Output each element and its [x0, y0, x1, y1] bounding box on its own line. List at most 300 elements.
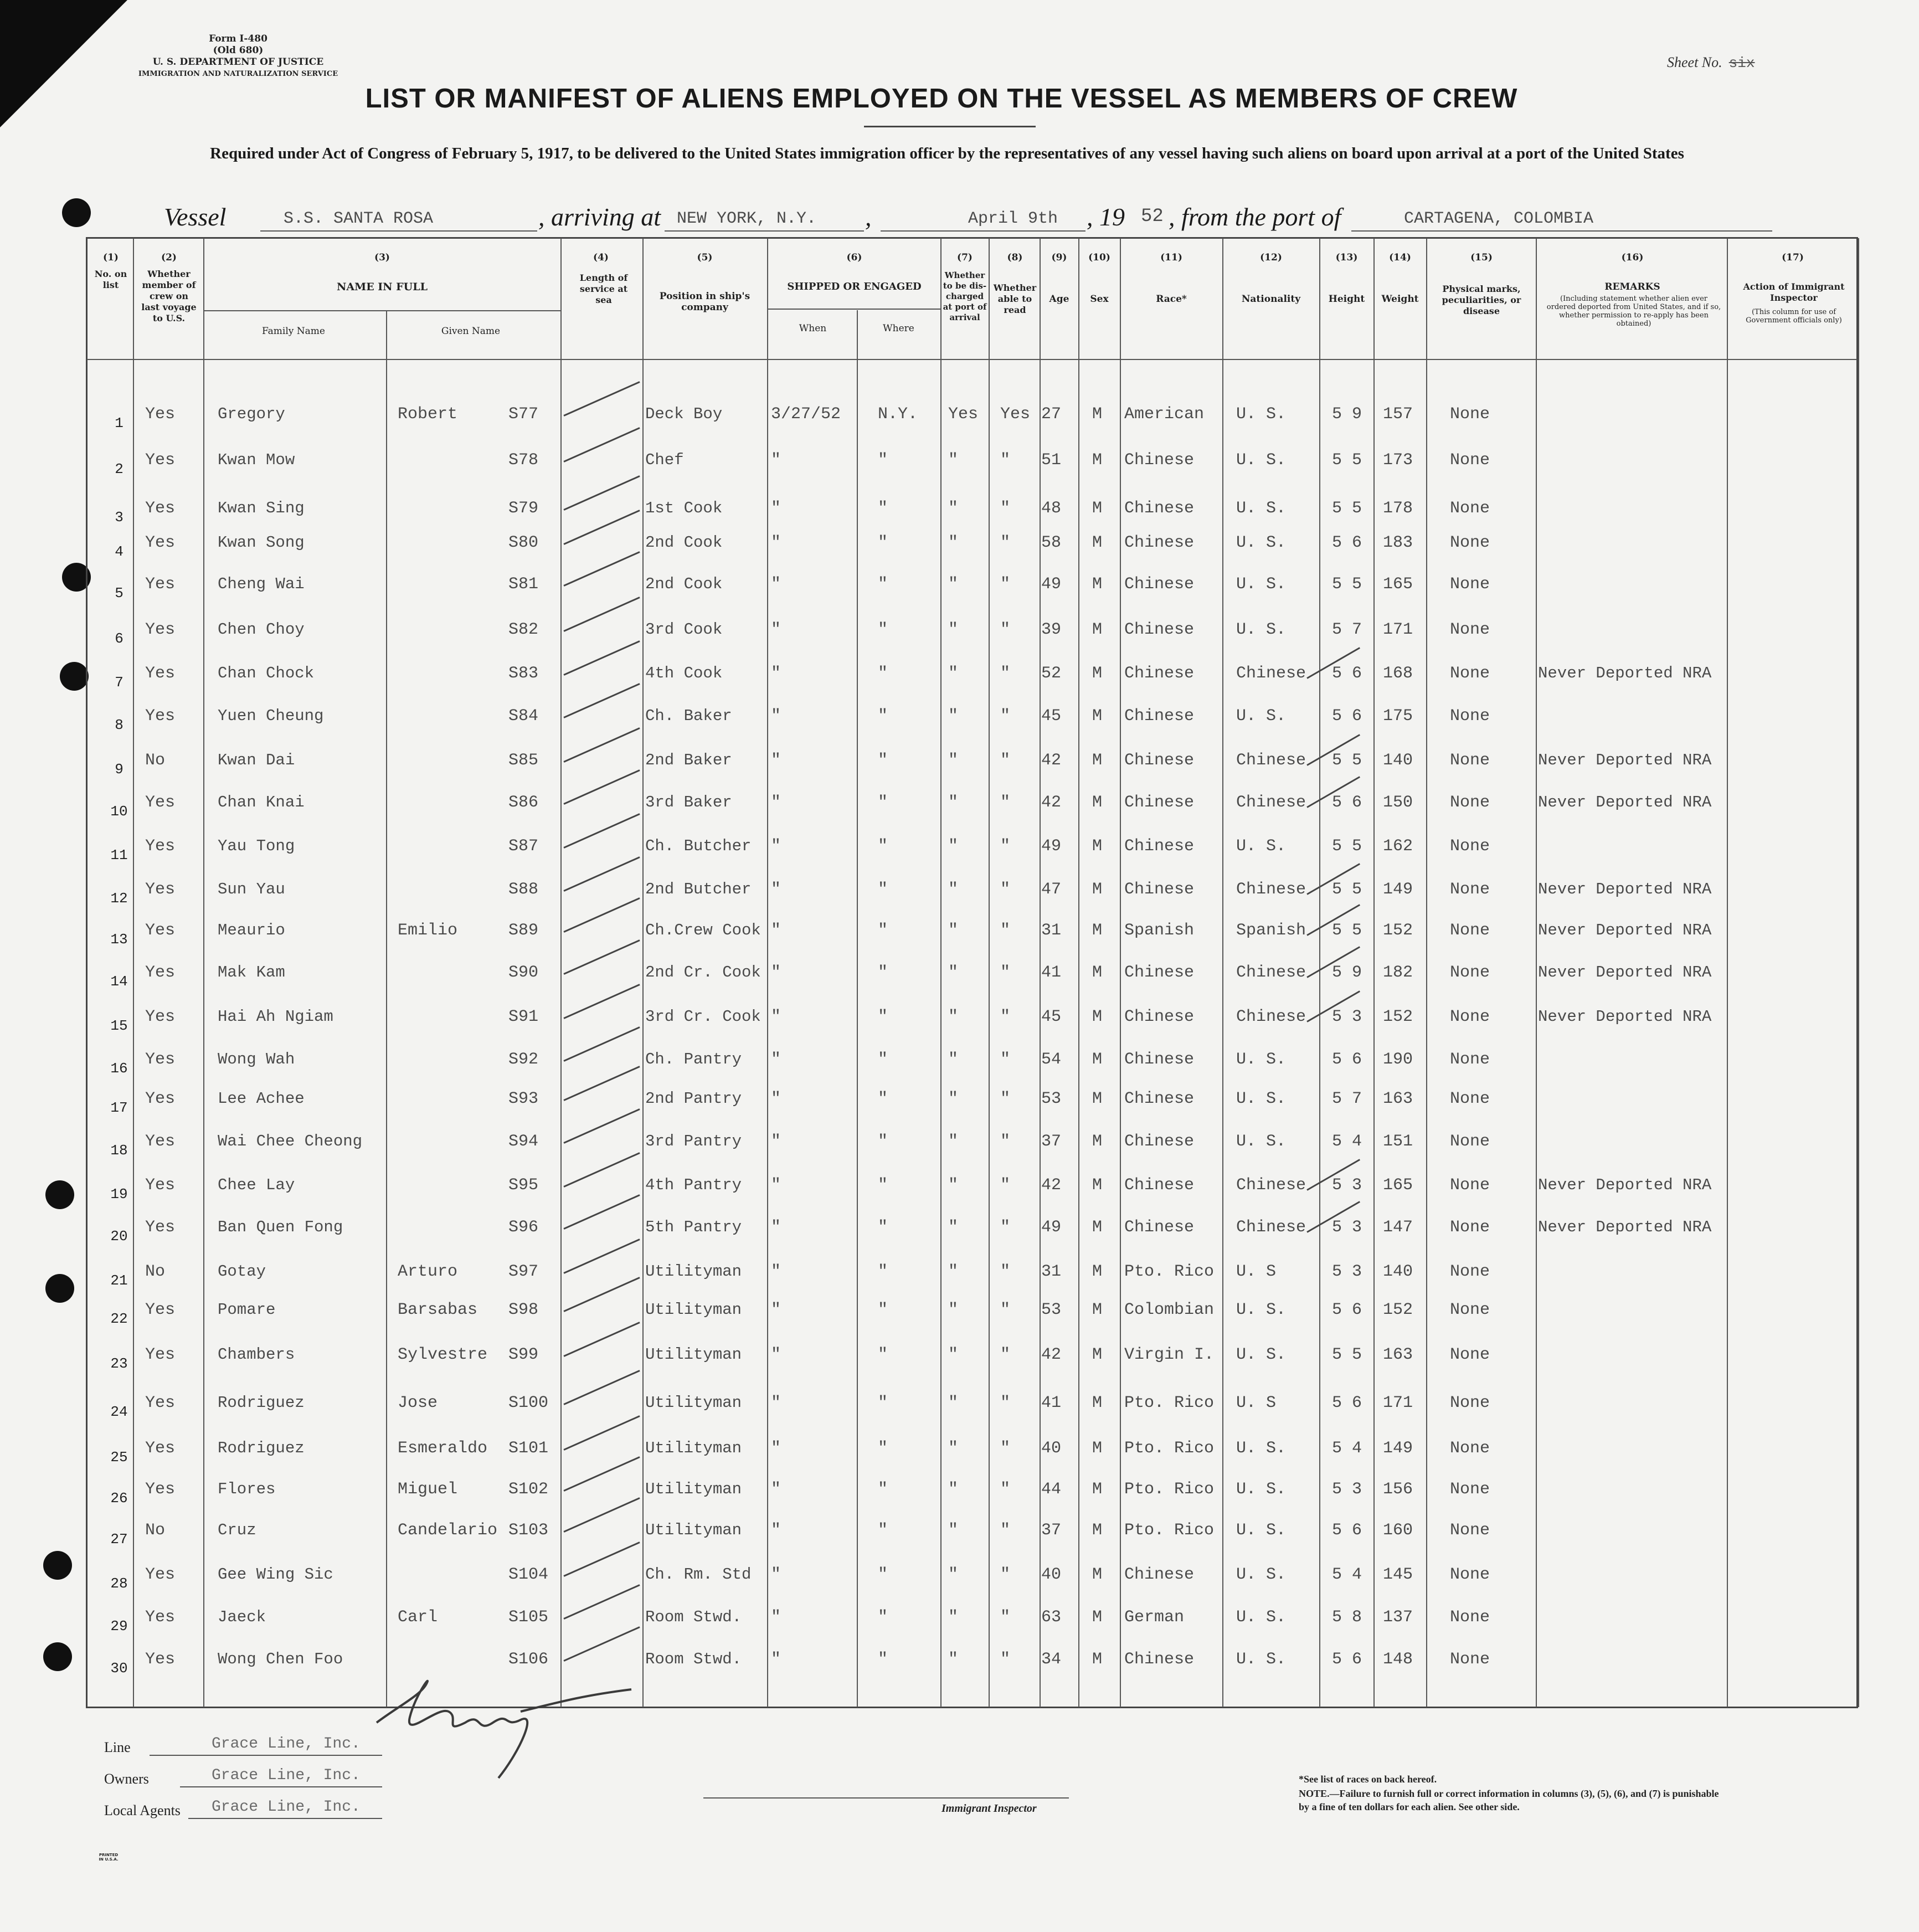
discharged: " [948, 1050, 959, 1069]
weight: 160 [1383, 1521, 1413, 1540]
weight: 171 [1383, 1394, 1413, 1412]
physical-marks: None [1450, 1262, 1490, 1281]
physical-marks: None [1450, 1394, 1490, 1412]
physical-marks: None [1450, 1301, 1490, 1319]
row-number: 6 [115, 630, 124, 647]
shipped-where: " [878, 1050, 888, 1069]
shipped-when: 3/27/52 [771, 405, 841, 424]
able-to-read: " [1000, 963, 1011, 982]
discharged: " [948, 1090, 959, 1108]
shipped-where: " [878, 664, 888, 683]
header-rule [87, 359, 1857, 360]
crew-code: S84 [508, 707, 539, 726]
nationality: Chinese [1236, 963, 1306, 982]
shipped-where: " [878, 1218, 888, 1237]
weight: 190 [1383, 1050, 1413, 1069]
family-name: Pomare [218, 1301, 276, 1319]
col-divider [989, 238, 990, 1707]
crew-status: Yes [145, 405, 176, 424]
discharged: " [948, 499, 959, 518]
row-number: 28 [110, 1575, 128, 1592]
crew-status: Yes [145, 1132, 176, 1151]
weight: 151 [1383, 1132, 1413, 1151]
crew-code: S102 [508, 1480, 549, 1499]
shipped-when: " [771, 880, 781, 899]
able-to-read: " [1000, 1394, 1011, 1412]
age: 63 [1041, 1608, 1062, 1627]
able-to-read: " [1000, 1218, 1011, 1237]
crew-code: S85 [508, 751, 539, 770]
shipped-where: " [878, 707, 888, 726]
punch-hole [43, 1551, 72, 1580]
able-to-read: " [1000, 1262, 1011, 1281]
able-to-read: " [1000, 1008, 1011, 1026]
col14-header: Weight [1381, 294, 1419, 305]
row-number: 21 [110, 1272, 128, 1289]
punch-hole [62, 198, 91, 227]
departure-port: CARTAGENA, COLOMBIA [1404, 209, 1594, 228]
family-name: Cruz [218, 1521, 256, 1539]
height: 5 5 [1332, 837, 1362, 856]
weight: 137 [1383, 1608, 1413, 1627]
crew-code: S83 [508, 664, 539, 683]
position: Utilityman [645, 1439, 742, 1457]
shipped-when: " [771, 1439, 781, 1458]
height: 5 6 [1332, 1521, 1362, 1540]
crew-code: S103 [508, 1521, 549, 1540]
position: 3rd Pantry [645, 1132, 742, 1150]
age: 48 [1041, 499, 1062, 518]
shipped-where: " [878, 921, 888, 940]
crew-status: Yes [145, 1008, 176, 1026]
crew-code: S77 [508, 405, 539, 424]
col13-number: (13) [1335, 252, 1358, 263]
nationality: Chinese [1236, 1008, 1306, 1026]
race: Pto. Rico [1124, 1262, 1215, 1281]
sex: M [1092, 751, 1103, 770]
discharged: " [948, 1521, 959, 1540]
family-name: Ban Quen Fong [218, 1218, 343, 1236]
crew-status: No [145, 1521, 166, 1540]
height: 5 3 [1332, 1218, 1362, 1237]
shipped-when: " [771, 1218, 781, 1237]
given-name: Sylvestre [398, 1345, 488, 1364]
given-name: Jose [398, 1394, 438, 1412]
family-name: Lee Achee [218, 1090, 305, 1108]
race: American [1124, 405, 1205, 424]
physical-marks: None [1450, 1480, 1490, 1499]
shipped-where: " [878, 1650, 888, 1669]
family-name: Kwan Mow [218, 451, 295, 469]
physical-marks: None [1450, 880, 1490, 899]
family-name: Wong Wah [218, 1050, 295, 1068]
family-name: Chee Lay [218, 1176, 295, 1194]
shipped-where: " [878, 1608, 888, 1627]
col8-header: Whether able to read [993, 282, 1037, 315]
sex: M [1092, 664, 1103, 683]
date-underline [881, 230, 1085, 232]
height: 5 5 [1332, 880, 1362, 899]
able-to-read: " [1000, 575, 1011, 594]
race: Chinese [1124, 1218, 1195, 1237]
sex: M [1092, 1650, 1103, 1669]
sex: M [1092, 1521, 1103, 1540]
height: 5 5 [1332, 751, 1362, 770]
position: 1st Cook [645, 499, 723, 517]
family-name: Jaeck [218, 1608, 266, 1626]
nationality: Spanish [1236, 921, 1306, 940]
discharged: " [948, 575, 959, 594]
crew-status: No [145, 1262, 166, 1281]
sex: M [1092, 499, 1103, 518]
weight: 157 [1383, 405, 1413, 424]
vessel-underline [260, 230, 537, 232]
row-number: 7 [115, 674, 124, 691]
col11-number: (11) [1160, 252, 1182, 263]
physical-marks: None [1450, 405, 1490, 424]
col17-header: Action of Immigrant Inspector [1743, 281, 1845, 303]
sheet-number-label: Sheet No. [1667, 54, 1722, 70]
col-divider [1426, 238, 1427, 1707]
sex: M [1092, 1262, 1103, 1281]
family-name: Flores [218, 1480, 276, 1498]
height: 5 9 [1332, 405, 1362, 424]
weight: 178 [1383, 499, 1413, 518]
age: 58 [1041, 533, 1062, 552]
shipped-when: " [771, 1050, 781, 1069]
col16-subheader: (Including statement whether alien ever ordered deported from United States, and if so, whether permission to re-apply has been obtained) [1546, 295, 1721, 328]
weight: 171 [1383, 620, 1413, 639]
col7-number: (7) [957, 252, 973, 263]
col5-number: (5) [697, 252, 713, 263]
nationality: U. S. [1236, 405, 1287, 424]
shipped-when: " [771, 575, 781, 594]
physical-marks: None [1450, 620, 1490, 639]
shipped-when: " [771, 451, 781, 470]
col-divider [1858, 238, 1859, 1707]
race: Chinese [1124, 1565, 1195, 1584]
sex: M [1092, 1565, 1103, 1584]
col2-header: Whether member of crew on last voyage to U.S. [141, 269, 197, 323]
shipped-when: " [771, 1345, 781, 1364]
race: Chinese [1124, 880, 1195, 899]
col4-number: (4) [593, 252, 609, 263]
age: 41 [1041, 963, 1062, 982]
crew-status: Yes [145, 664, 176, 683]
able-to-read: " [1000, 707, 1011, 726]
shipped-where: " [878, 1262, 888, 1281]
physical-marks: None [1450, 575, 1490, 594]
col17-subheader: (This column for use of Government officials only) [1746, 308, 1842, 325]
agents-value: Grace Line, Inc. [212, 1799, 361, 1816]
age: 49 [1041, 1218, 1062, 1237]
crew-code: S91 [508, 1008, 539, 1026]
discharged: " [948, 1262, 959, 1281]
sex: M [1092, 837, 1103, 856]
col-divider [386, 310, 387, 1707]
crew-code: S101 [508, 1439, 549, 1458]
col1-number: (1) [103, 252, 119, 263]
crew-code: S104 [508, 1565, 549, 1584]
from-underline [1351, 230, 1772, 232]
race: Chinese [1124, 1650, 1195, 1669]
crew-code: S105 [508, 1608, 549, 1627]
height: 5 6 [1332, 1301, 1362, 1319]
race: Chinese [1124, 837, 1195, 856]
sex: M [1092, 1176, 1103, 1195]
form-number: Form I-480 [209, 33, 267, 44]
department-name: U. S. DEPARTMENT OF JUSTICE [152, 56, 324, 68]
crew-code: S79 [508, 499, 539, 518]
col2-number: (2) [161, 252, 177, 263]
crew-status: Yes [145, 1301, 176, 1319]
crew-status: Yes [145, 793, 176, 812]
col-divider [203, 238, 204, 1707]
race: Pto. Rico [1124, 1439, 1215, 1458]
col4-header: Length of service at sea [579, 273, 628, 305]
nationality: Chinese [1236, 1218, 1306, 1237]
able-to-read: " [1000, 1345, 1011, 1364]
shipped-where: " [878, 1565, 888, 1584]
physical-marks: None [1450, 1008, 1490, 1026]
from-label: , from the port of [1169, 203, 1341, 231]
weight: 148 [1383, 1650, 1413, 1669]
position: 2nd Butcher [645, 880, 752, 898]
given-name: Robert [398, 405, 458, 424]
shipped-when: " [771, 620, 781, 639]
row-number: 10 [110, 803, 128, 820]
discharged: " [948, 620, 959, 639]
position: 3rd Baker [645, 793, 732, 811]
discharged: " [948, 1176, 959, 1195]
shipped-where: " [878, 499, 888, 518]
position: Ch. Pantry [645, 1050, 742, 1068]
nationality: U. S. [1236, 1521, 1287, 1540]
race: Virgin I. [1124, 1345, 1215, 1364]
col17-number: (17) [1782, 252, 1804, 263]
printer-mark: PRINTED IN U.S.A. [99, 1853, 119, 1862]
row-number: 1 [115, 415, 124, 431]
remarks: Never Deported NRA [1538, 963, 1712, 982]
age: 53 [1041, 1301, 1062, 1319]
sex: M [1092, 1008, 1103, 1026]
races-note: *See list of races on back hereof. [1299, 1774, 1437, 1785]
height: 5 6 [1332, 1650, 1362, 1669]
punch-hole [60, 662, 89, 691]
col5-header: Position in ship's company [659, 291, 750, 313]
physical-marks: None [1450, 1439, 1490, 1458]
weight: 145 [1383, 1565, 1413, 1584]
weight: 149 [1383, 1439, 1413, 1458]
crew-status: Yes [145, 1608, 176, 1627]
vessel-label: Vessel [164, 203, 227, 231]
crew-code: S106 [508, 1650, 549, 1669]
position: Utilityman [645, 1394, 742, 1412]
shipped-where: " [878, 533, 888, 552]
age: 41 [1041, 1394, 1062, 1412]
shipped-when: " [771, 1262, 781, 1281]
row-number: 12 [110, 890, 128, 907]
row-number: 24 [110, 1404, 128, 1420]
height: 5 8 [1332, 1608, 1362, 1627]
position: 2nd Pantry [645, 1090, 742, 1108]
col-divider [1222, 238, 1223, 1707]
race: German [1124, 1608, 1185, 1627]
race: Pto. Rico [1124, 1480, 1215, 1499]
crew-code: S94 [508, 1132, 539, 1151]
family-name: Kwan Sing [218, 499, 305, 517]
crew-status: Yes [145, 1050, 176, 1069]
crew-code: S90 [508, 963, 539, 982]
discharged: " [948, 793, 959, 812]
crew-code: S82 [508, 620, 539, 639]
nationality: U. S. [1236, 533, 1287, 552]
height: 5 6 [1332, 664, 1362, 683]
nationality: U. S. [1236, 575, 1287, 594]
age: 40 [1041, 1565, 1062, 1584]
position: Utilityman [645, 1521, 742, 1539]
race: Chinese [1124, 1050, 1195, 1069]
physical-marks: None [1450, 1132, 1490, 1151]
sex: M [1092, 533, 1103, 552]
remarks: Never Deported NRA [1538, 880, 1712, 898]
weight: 165 [1383, 575, 1413, 594]
race: Chinese [1124, 664, 1195, 683]
race: Chinese [1124, 963, 1195, 982]
race: Chinese [1124, 1176, 1195, 1195]
height: 5 5 [1332, 451, 1362, 470]
physical-marks: None [1450, 837, 1490, 856]
nationality: U. S. [1236, 1050, 1287, 1069]
race: Chinese [1124, 1090, 1195, 1108]
row-number: 19 [110, 1186, 128, 1203]
family-name: Chan Chock [218, 664, 315, 682]
discharged: " [948, 1608, 959, 1627]
shipped-when: " [771, 1090, 781, 1108]
nationality: Chinese [1236, 793, 1306, 812]
family-name: Kwan Dai [218, 751, 295, 769]
height: 5 3 [1332, 1480, 1362, 1499]
shipped-when: " [771, 963, 781, 982]
age: 47 [1041, 880, 1062, 899]
position: Utilityman [645, 1480, 742, 1498]
race: Chinese [1124, 620, 1195, 639]
shipped-where: " [878, 451, 888, 470]
nationality: U. S. [1236, 499, 1287, 518]
able-to-read: " [1000, 1439, 1011, 1458]
discharged: " [948, 1650, 959, 1669]
crew-code: S100 [508, 1394, 549, 1412]
discharged: " [948, 880, 959, 899]
sex: M [1092, 1394, 1103, 1412]
nationality: U. S [1236, 1394, 1277, 1412]
shipped-where: " [878, 1090, 888, 1108]
race: Pto. Rico [1124, 1521, 1215, 1540]
height: 5 6 [1332, 707, 1362, 726]
nationality: U. S. [1236, 451, 1287, 470]
shipped-where: " [878, 1008, 888, 1026]
col12-header: Nationality [1241, 294, 1301, 305]
crew-status: Yes [145, 451, 176, 470]
remarks: Never Deported NRA [1538, 751, 1712, 769]
col15-header: Physical marks, peculiarities, or disease [1442, 284, 1521, 316]
height: 5 6 [1332, 1050, 1362, 1069]
col-divider [767, 238, 768, 1707]
position: Ch. Rm. Std [645, 1565, 752, 1584]
col10-header: Sex [1090, 294, 1109, 305]
col11-header: Race* [1156, 294, 1187, 305]
position: 5th Pantry [645, 1218, 742, 1236]
col-divider [560, 238, 562, 1707]
able-to-read: " [1000, 1608, 1011, 1627]
able-to-read: " [1000, 837, 1011, 856]
family-name: Gotay [218, 1262, 266, 1281]
shipped-when: " [771, 751, 781, 770]
remarks: Never Deported NRA [1538, 921, 1712, 939]
discharged: " [948, 751, 959, 770]
race: Pto. Rico [1124, 1394, 1215, 1412]
discharged: " [948, 837, 959, 856]
weight: 175 [1383, 707, 1413, 726]
height: 5 6 [1332, 793, 1362, 812]
height: 5 4 [1332, 1132, 1362, 1151]
col-divider [1078, 238, 1079, 1707]
inspector-signature-line [703, 1797, 1069, 1799]
crew-status: Yes [145, 1090, 176, 1108]
crew-code: S93 [508, 1090, 539, 1108]
crew-code: S86 [508, 793, 539, 812]
able-to-read: " [1000, 664, 1011, 683]
nationality: U. S. [1236, 620, 1287, 639]
discharged: " [948, 1480, 959, 1499]
owners-underline [180, 1786, 382, 1787]
shipped-when: " [771, 533, 781, 552]
height: 5 5 [1332, 921, 1362, 940]
shipped-when: " [771, 1608, 781, 1627]
able-to-read: " [1000, 499, 1011, 518]
col8-number: (8) [1007, 252, 1023, 263]
physical-marks: None [1450, 921, 1490, 940]
crew-status: Yes [145, 1480, 176, 1499]
shipped-when: " [771, 1008, 781, 1026]
age: 45 [1041, 707, 1062, 726]
height: 5 3 [1332, 1008, 1362, 1026]
family-name: Kwan Song [218, 533, 305, 552]
weight: 149 [1383, 880, 1413, 899]
able-to-read: " [1000, 533, 1011, 552]
height: 5 7 [1332, 1090, 1362, 1108]
col3-header: NAME IN FULL [337, 281, 428, 293]
weight: 140 [1383, 1262, 1413, 1281]
family-name: Sun Yau [218, 880, 285, 898]
form-identifier [133, 33, 343, 80]
shipped-when: " [771, 1565, 781, 1584]
col9-header: Age [1049, 294, 1069, 305]
row-number: 18 [110, 1142, 128, 1159]
crew-status: Yes [145, 963, 176, 982]
physical-marks: None [1450, 963, 1490, 982]
family-name: Hai Ah Ngiam [218, 1008, 333, 1026]
shipped-where: " [878, 1480, 888, 1499]
title-rule [864, 126, 1036, 127]
able-to-read: " [1000, 1050, 1011, 1069]
crew-code: S96 [508, 1218, 539, 1237]
weight: 162 [1383, 837, 1413, 856]
position: 4th Cook [645, 664, 723, 682]
able-to-read: " [1000, 1521, 1011, 1540]
sex: M [1092, 793, 1103, 812]
crew-status: Yes [145, 620, 176, 639]
